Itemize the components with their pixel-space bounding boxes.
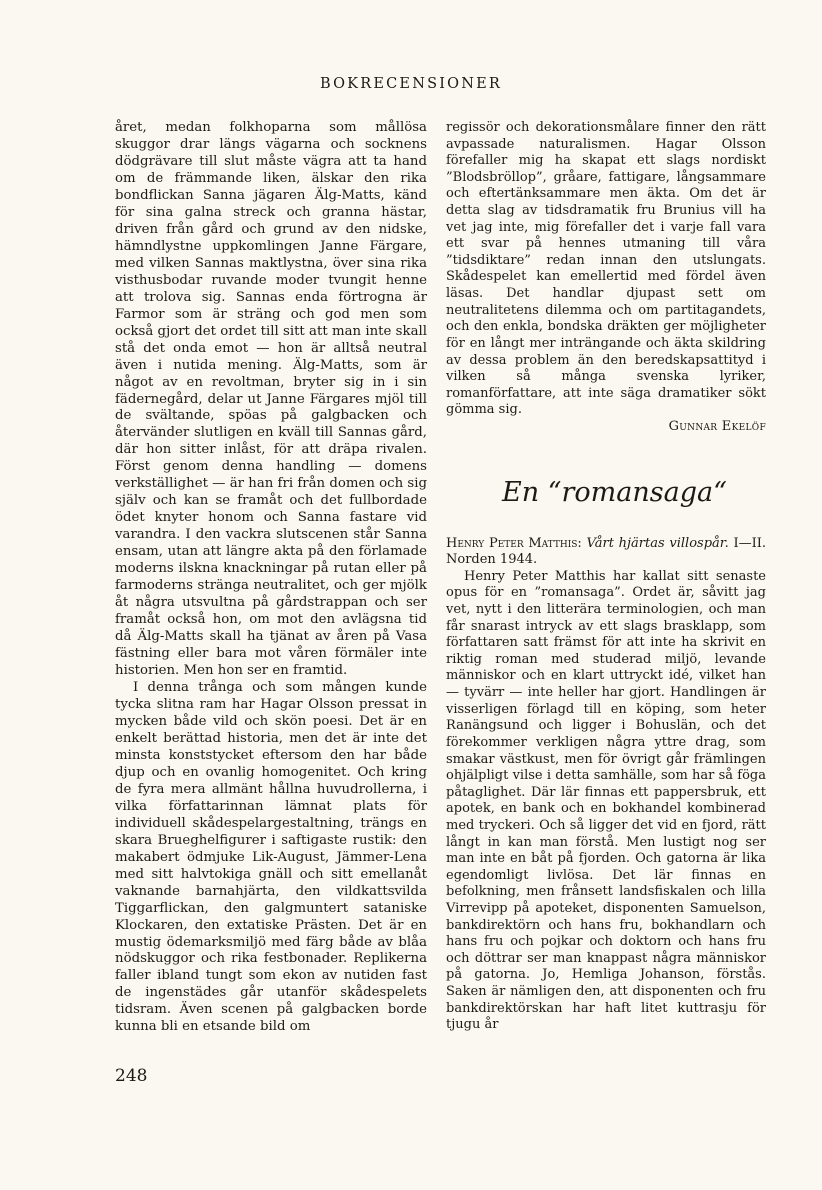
- signature-line: [446, 419, 766, 436]
- book-citation: [446, 536, 766, 569]
- left-column: [115, 120, 427, 1036]
- body-paragraph: Henry Peter Matthis har kallat sitt senaste opus för en ”romansaga”. Ordet är, såvitt jag vet, nytt i den litterära terminologien, och man får snarast intryck av ett slags brasklapp, som författaren satt främst för att inte ha skrivit en riktig roman med studerad miljö, levande människor och en klart uttryckt idé, vilket han — tyvärr — inte heller har gjort. Handlingen är visserligen förlagd till en köping, som heter Ranängsund och ligger i Bohuslän, och det förekommer verkligen några yttre drag, som smakar västkust, men för övrigt går främlingen ohjälpligt vilse i detta samhälle, som har så föga påtaglighet. Där lär finnas ett pappersbruk, ett apotek, en bank och en bokhandel kombinerad med tryckeri. Och så ligger det vid en fjord, rätt långt in kan man förstå. Men lustigt nog ser man inte en båt på fjorden. Och gatorna är lika egendomligt livlösa. Det lär finnas en befolkning, men frånsett landsfiskalen och lilla Virrevipp på apoteket, disponenten Samuelson, bankdirektörn och hans fru, bokhandlarn och hans fru och pojkar och doktorn och hans fru och döttrar ser man knappast några människor på gatorna. Jo, Hemliga Johanson, förstås. Saken är nämligen den, att disponenten och fru bankdirektörskan har haft litet kuttrasju för tjugu år: [446, 568, 766, 1033]
- citation-details: I—II. Norden 1944.: [446, 535, 766, 568]
- running-title: BOKRECENSIONER: [319, 76, 503, 92]
- citation-title: Vårt hjärtas villospår.: [586, 535, 729, 551]
- body-paragraph: I denna trånga och som mången kunde tycka slitna ram har Hagar Olsson pressat in mycken både vild och skön poesi. Det är en enkelt berättad historia, men det är inte det minsta konststycket eftersom den har både djup och en ovanlig homogenitet. Och kring de fyra mera allmänt hållna huvudrollerna, i vilka författarinnan lämnat plats för individuell skådespelargestaltning, trängs en skara Brueghelfigurer i saftigaste rustik: den makabert ödmjuke Lik-August, Jämmer-Lena med sitt halvtokiga gnäll och sitt emellanåt vaknande barnahjärta, den vildkattsvilda Tiggarflickan, den galgmuntert sataniske Klockaren, den extatiske Prästen. Det är en mustig ödemarksmiljö med färg både av blåa nödskuggor och rika festbonader. Replikerna faller ibland tungt som ekon av nutiden fast de ingenstädes går utanför skådespelets tidsram. Även scenen på galgbacken borde kunna bli en etsande bild om: [115, 679, 427, 1035]
- body-paragraph: året, medan folkhoparna som mållösa skuggor drar längs vägarna och socknens dödgrävare till slut måste vägra att ta hand om de främmande liken, älskar den rika bondflickan Sanna jägaren Älg-Matts, känd för sina galna streck och granna hästar, driven från gård och grund av den nidske, hämndlystne uppkomlingen Janne Färgare, med vilken Sannas maktlystna, över sina rika visthusbodar ruvande moder tvungit henne att trolova sig. Sannas enda förtrogna är Farmor som är sträng och god men som också gjort det ordet till sitt att man inte skall stå det onda emot — hon är alltså neutral även i nutida mening. Älg-Matts, som är något av en revoltman, bryter sig in i sin fädernegård, delar ut Janne Färgares mjöl till de svältande, spöas på galgbacken och återvänder slutligen en kväll till Sannas gård, där hon sitter inlåst, för att dräpa rivalen. Först genom denna handling — domens verkställighet — är han fri från domen och sig själv och kan se framåt och det fullbordade ödet knyter honom och Sanna fastare vid varandra. I den vackra slutscenen står Sanna ensam, utan att längre akta på den förlamade moderns ilskna knackningar på rutan eller på farmoderns stränga neutralitet, och ger mjölk åt några utsvultna på gårdstrappan och ser framåt också hon, om mot den avlägsna tid då Älg-Matts skall ha tjänat av åren på Vasa fästning eller bara mot våren förmäler inte historien. Men hon ser en framtid.: [115, 120, 427, 678]
- review-heading: En “romansaga“: [502, 476, 727, 508]
- page-number: 248: [115, 1066, 148, 1086]
- right-column: [446, 120, 766, 1034]
- reviewer-signature: Gunnar Ekelöf: [668, 418, 766, 434]
- citation-author: Henry Peter Matthis:: [446, 535, 582, 551]
- body-paragraph: regissör och dekorationsmålare finner den rätt avpassade naturalismen. Hagar Olsson förefaller mig ha skapat ett slags nordiskt ”Blodsbröllop”, gråare, fattigare, långsammare och eftertänksammare men äkta. Om det är detta slag av tidsdramatik fru Brunius vill ha vet jag inte, mig förefaller det i varje fall vara ett svar på hennes utmaning till våra ”tidsdiktare” redan innan den utslungats. Skådespelet kan emellertid med fördel även läsas. Det handlar djupast sett om neutralitetens dilemma och om partitagandets, och den enkla, bondska dräkten ger möjligheter för en långt mer inträngande och äkta skildring av dessa problem än den beredskapsattityd i vilken så många svenska lyriker, romanförfattare, att inte säga dramatiker sökt gömma sig.: [446, 120, 766, 418]
